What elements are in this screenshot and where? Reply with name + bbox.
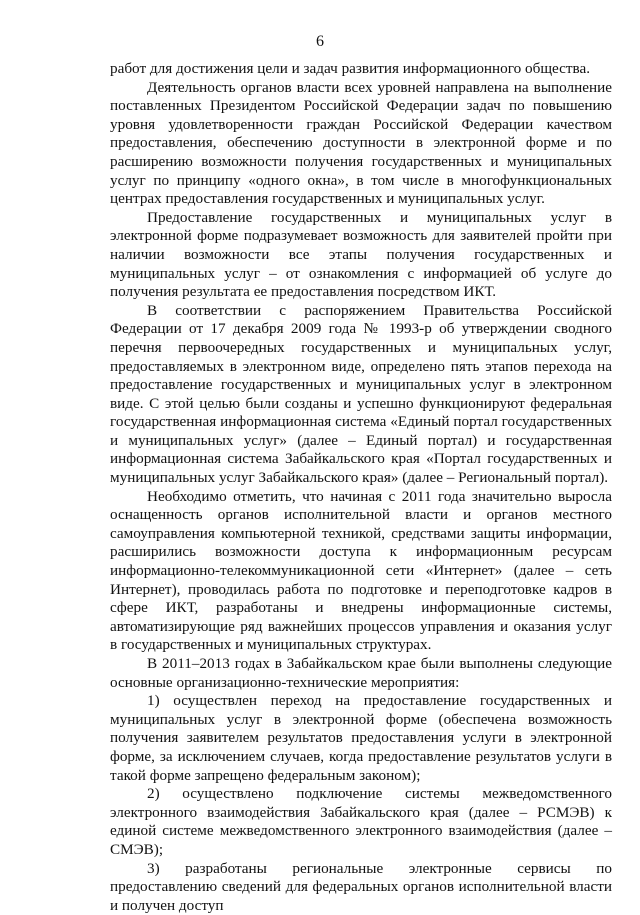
paragraph-authorities-activity: Деятельность органов власти всех уровней направлена на выполнение поставленных Президентом Российской Федерации задач по повышению уровня удовлетворенности граждан Российской Федерации качеством предоставления, обеспечению доступности в электронной форме и по расширению возможности получения государственных и муниципальных услуг по принципу «одного окна», в том числе в многофункциональных центрах предоставления государственных и муниципальных услуг. xyxy=(110,78,612,208)
paragraph-government-order: В соответствии с распоряжением Правительства Российской Федерации от 17 декабря 2009 года № 1993-р об утверждении сводного перечня первоочередных государственных и муниципальных услуг, предоставляемых в электронном виде, определено пять этапов перехода на предоставление государственных и муниципальных услуг в электронном виде. С этой целью были созданы и успешно функционируют федеральная государственная информационная система «Единый портал государственных и муниципальных услуг» (далее – Единый портал) и государственная информационная система Забайкальского края «Портал государственных и муниципальных услуг Забайкальского края» (далее – Региональный портал). xyxy=(110,301,612,487)
paragraph-measures-intro: В 2011–2013 годах в Забайкальском крае были выполнены следующие основные организационно-технические мероприятия: xyxy=(110,655,612,691)
list-item-3: 3) разработаны региональные электронные сервисы по предоставлению сведений для федеральных органов исполнительной власти и получен доступ xyxy=(110,859,612,914)
list-item-1: 1) осуществлен переход на предоставление государственных и муниципальных услуг в электронной форме (обеспечена возможность получения заявителем результатов предоставления услуги в электронной форме, за исключением случаев, когда предоставление результатов услуги в такой форме запрещено федеральным законом); xyxy=(110,692,612,784)
page-number: 6 xyxy=(316,33,324,50)
list-item-2: 2) осуществлено подключение системы межведомственного электронного взаимодействия Забайкальского края (далее – РСМЭВ) к единой системе межведомственного электронного взаимодействия (далее – СМЭВ); xyxy=(110,785,612,858)
document-body xyxy=(110,60,612,915)
paragraph-equipment-growth: Необходимо отметить, что начиная с 2011 года значительно выросла оснащенность органов исполнительной власти и органов местного самоуправления компьютерной техникой, средствами защиты информации, расширились возможности доступа к информационным ресурсам информационно-телекоммуникационной сети «Интернет» (далее – сеть Интернет), проводилась работа по подготовке и переподготовке кадров в сфере ИКТ, разработаны и внедрены информационные системы, автоматизирующие ряд важнейших процессов управления и оказания услуг в государственных и муниципальных структурах. xyxy=(110,487,612,654)
paragraph-electronic-services: Предоставление государственных и муниципальных услуг в электронной форме подразумевает возможность для заявителей пройти при наличии возможности все этапы получения государственных и муниципальных услуг – от ознакомления с информацией об услуге до получения результата ее предоставления посредством ИКТ. xyxy=(110,208,612,301)
paragraph-continuation: работ для достижения цели и задач развития информационного общества. xyxy=(110,60,591,77)
